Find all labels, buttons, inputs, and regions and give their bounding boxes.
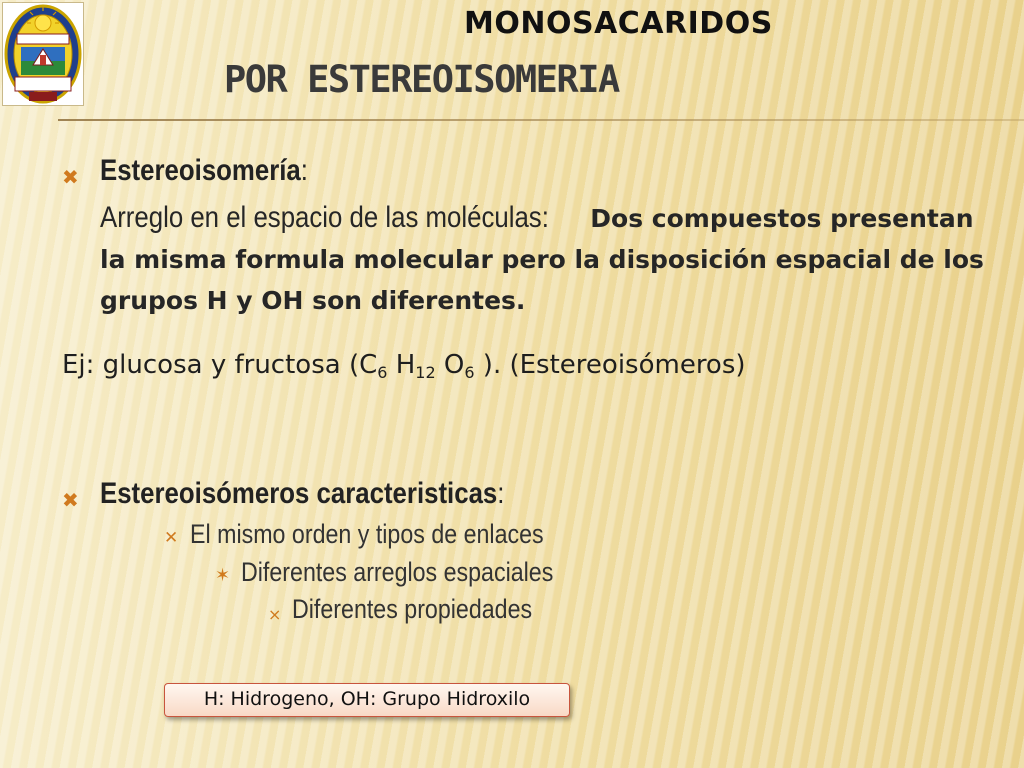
sub-bullet-x-icon: ✕ bbox=[164, 528, 179, 548]
sub-bullet-star-icon: ✶ bbox=[215, 565, 231, 586]
legend-callout-box: H: Hidrogeno, OH: Grupo Hidroxilo bbox=[164, 683, 570, 717]
definition-lead: Arreglo en el espacio de las moléculas: bbox=[100, 201, 549, 234]
bullet-heading-stereoisomerism bbox=[100, 154, 308, 188]
subitem-different-properties: Diferentes propiedades bbox=[292, 594, 533, 624]
definition-paragraph bbox=[100, 198, 1000, 321]
sub-bullet-cross-icon: × bbox=[268, 605, 282, 624]
example-suffix: ). (Estereoisómeros) bbox=[474, 350, 746, 380]
heading-term: Estereoisomería bbox=[100, 154, 301, 187]
university-seal-logo bbox=[2, 2, 84, 106]
hydrogen-subscript: 12 bbox=[415, 363, 436, 382]
bullet-heading-characteristics bbox=[100, 477, 504, 511]
example-formula-line bbox=[62, 350, 746, 382]
slide-supertitle: MONOSACARIDOS bbox=[464, 6, 773, 41]
title-divider bbox=[58, 119, 1024, 121]
carbon-subscript: 6 bbox=[377, 363, 388, 382]
definition-emphasis: Dos compuestos presentan la misma formula molecular pero la disposición espacial de los grupos H y OH son diferentes. bbox=[100, 204, 984, 315]
subitem-same-order: El mismo orden y tipos de enlaces bbox=[190, 519, 544, 549]
example-oxygen: O bbox=[435, 350, 465, 380]
example-hydrogen: H bbox=[387, 350, 416, 380]
slide-title: POR ESTEREOISOMERIA bbox=[224, 58, 619, 101]
bullet-x-icon: ✖ bbox=[62, 165, 79, 189]
oxygen-subscript: 6 bbox=[464, 363, 475, 382]
bullet-x-icon: ✖ bbox=[62, 488, 79, 512]
subitem-spatial-arrangements: Diferentes arreglos espaciales bbox=[241, 557, 554, 587]
example-prefix: Ej: glucosa y fructosa (C bbox=[62, 350, 378, 380]
heading-colon: : bbox=[300, 154, 308, 187]
heading-term: Estereoisómeros caracteristicas bbox=[100, 477, 498, 510]
heading-colon: : bbox=[497, 477, 505, 510]
